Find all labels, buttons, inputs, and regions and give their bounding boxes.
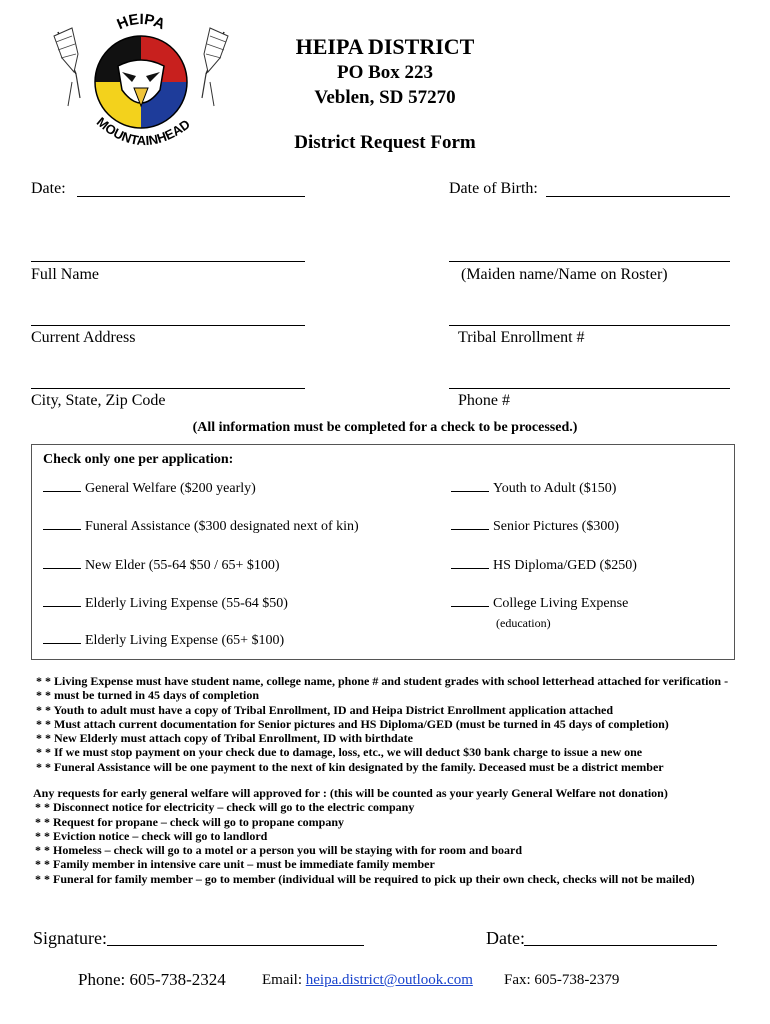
- early-welfare-item: * * Eviction notice – check will go to landlord: [35, 828, 268, 843]
- checkbox-blank[interactable]: [451, 529, 489, 530]
- city-state-zip-field[interactable]: [31, 371, 305, 389]
- early-welfare-heading: Any requests for early general welfare will approved for : (this will be counted as your yearly General Welfare not donation): [33, 786, 668, 800]
- footer-phone: Phone: 605-738-2324: [78, 970, 226, 989]
- option-general-welfare[interactable]: [43, 481, 256, 497]
- early-welfare-item: * * Family member in intensive care unit – must be immediate family member: [35, 857, 435, 872]
- college-living-sub: (education): [496, 616, 551, 630]
- option-label: General Welfare ($200 yearly): [85, 481, 256, 496]
- current-address-label: Current Address: [31, 329, 136, 346]
- option-college-living[interactable]: [451, 596, 628, 612]
- option-label: Elderly Living Expense (65+ $100): [85, 633, 285, 648]
- option-label: Funeral Assistance ($300 designated next of kin): [85, 519, 359, 534]
- requirement-note: * * Living Expense must have student name, college name, phone # and student grades with school letterhead attached for verification -: [36, 674, 729, 688]
- early-welfare-item: * * Funeral for family member – go to member (individual will be required to pick up their own check, checks will not be mailed): [35, 871, 695, 886]
- signature-date-label: Date:: [486, 928, 525, 948]
- footer-fax: Fax: 605-738-2379: [504, 972, 620, 988]
- full-name-field[interactable]: [31, 244, 305, 262]
- footer-email-label: Email:: [262, 972, 302, 988]
- footer-email: [262, 972, 473, 989]
- early-welfare-item: * * Homeless – check will go to a motel or a person you will be staying with for room and board: [35, 843, 522, 858]
- dob-label: Date of Birth:: [449, 180, 538, 197]
- requirement-note: * * If we must stop payment on your check due to damage, loss, etc., we will deduct $30 bank charge to issue a new one: [36, 745, 643, 760]
- tribal-enrollment-label: Tribal Enrollment #: [458, 329, 585, 346]
- early-welfare-item: * * Request for propane – check will go to propane company: [35, 814, 345, 829]
- signature-label: Signature:: [33, 928, 107, 948]
- requirement-note: * * must be turned in 45 days of completion: [36, 688, 260, 703]
- requirement-note: * * Funeral Assistance will be one payment to the next of kin designated by the family. Deceased must be a district member: [36, 759, 664, 774]
- option-label: Youth to Adult ($150): [493, 481, 617, 496]
- option-elderly-living-65[interactable]: [43, 633, 284, 649]
- checkbox-blank[interactable]: [451, 568, 489, 569]
- option-label: Elderly Living Expense (55-64 $50): [85, 596, 288, 611]
- maiden-name-label: (Maiden name/Name on Roster): [461, 266, 668, 283]
- early-welfare-item: * * Disconnect notice for electricity – check will go to the electric company: [35, 800, 415, 815]
- option-senior-pictures[interactable]: [451, 519, 619, 535]
- city-address: Veblen, SD 57270: [314, 87, 456, 108]
- left-feather-icon: [54, 28, 80, 106]
- tribal-enrollment-field[interactable]: [449, 308, 730, 326]
- logo-graphic: [48, 6, 234, 162]
- checkbox-blank[interactable]: [43, 568, 81, 569]
- option-label: New Elder (55-64 $50 / 65+ $100): [85, 558, 280, 573]
- date-field[interactable]: [77, 179, 305, 197]
- requirement-note: * * New Elderly must attach copy of Tribal Enrollment, ID with birthdate: [36, 731, 413, 746]
- signature-date-field[interactable]: [524, 928, 717, 946]
- option-label: College Living Expense: [493, 596, 629, 611]
- requirements-list: [36, 674, 728, 774]
- requirement-note: * * Must attach current documentation for Senior pictures and HS Diploma/GED (must be turned in 45 days of completion): [36, 716, 669, 731]
- option-label: Senior Pictures ($300): [493, 519, 619, 534]
- checkbox-blank[interactable]: [43, 643, 81, 644]
- phone-label: Phone #: [458, 392, 510, 409]
- heipa-logo: [48, 6, 234, 162]
- option-hs-diploma[interactable]: [451, 558, 637, 574]
- address-field[interactable]: [31, 308, 305, 326]
- logo-top-text: HEIPA: [114, 10, 168, 34]
- options-heading: Check only one per application:: [43, 452, 234, 467]
- option-youth-to-adult[interactable]: [451, 481, 616, 497]
- option-elderly-living-55[interactable]: [43, 596, 288, 612]
- checkbox-blank[interactable]: [43, 606, 81, 607]
- requirement-note: * * Youth to adult must have a copy of Tribal Enrollment, ID and Heipa District Enrollment application attached: [36, 702, 614, 717]
- signature-field[interactable]: [107, 928, 364, 946]
- right-feather-icon: [202, 28, 228, 106]
- form-title: District Request Form: [294, 132, 476, 153]
- org-name: HEIPA DISTRICT: [295, 34, 475, 59]
- checkbox-blank[interactable]: [451, 491, 489, 492]
- city-state-zip-label: City, State, Zip Code: [31, 392, 166, 409]
- po-box: PO Box 223: [336, 62, 434, 83]
- full-name-label: Full Name: [31, 266, 99, 283]
- email-link[interactable]: heipa.district@outlook.com: [305, 972, 473, 988]
- logo-bottom-text: MOUNTAINHEAD: [93, 114, 193, 149]
- options-box: [31, 444, 735, 660]
- maiden-name-field[interactable]: [449, 244, 730, 262]
- dob-field[interactable]: [546, 179, 730, 197]
- option-funeral-assistance[interactable]: [43, 519, 359, 535]
- checkbox-blank[interactable]: [451, 606, 489, 607]
- checkbox-blank[interactable]: [43, 529, 81, 530]
- completion-notice: (All information must be completed for a check to be processed.): [192, 420, 578, 435]
- option-label: HS Diploma/GED ($250): [493, 558, 637, 573]
- phone-field[interactable]: [449, 371, 730, 389]
- date-label: Date:: [31, 180, 66, 197]
- option-new-elder[interactable]: [43, 558, 280, 574]
- early-welfare-list: [33, 786, 695, 886]
- checkbox-blank[interactable]: [43, 491, 81, 492]
